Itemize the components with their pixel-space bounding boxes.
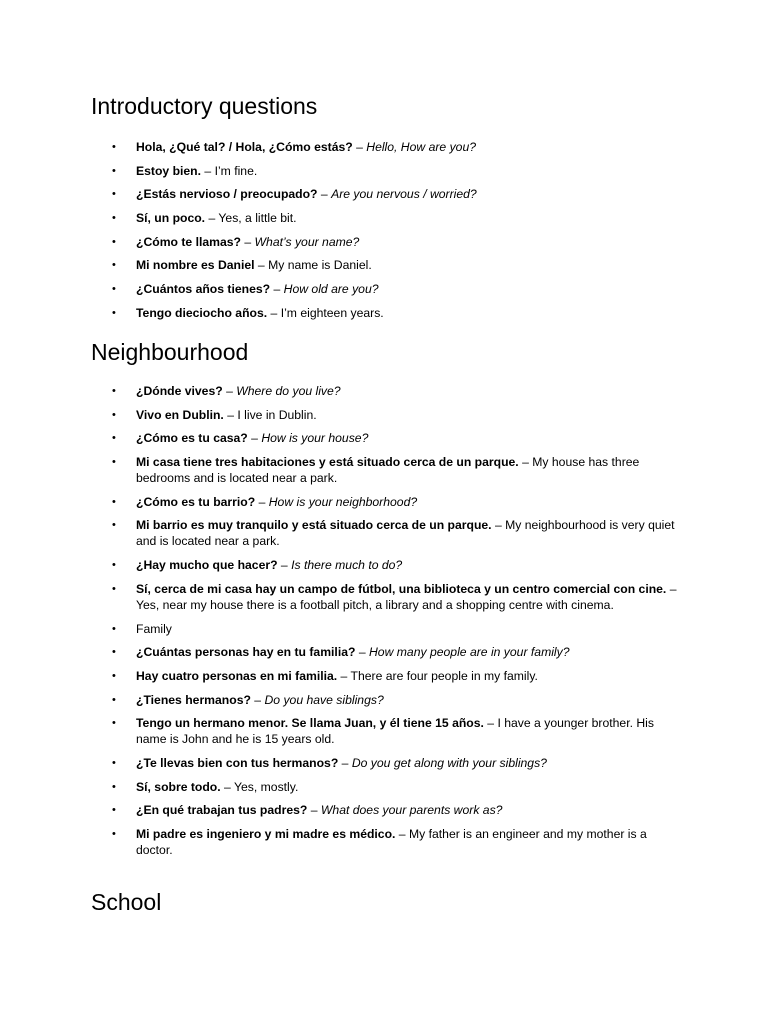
- dash-separator: –: [518, 455, 533, 470]
- dash-separator: –: [355, 645, 369, 660]
- list-item: [0, 281, 684, 297]
- bullet-icon: •: [112, 259, 116, 272]
- list-item: [0, 668, 684, 684]
- spanish-phrase: Tengo un hermano menor. Se llama Juan, y él tiene 15 años.: [136, 716, 484, 731]
- list-item: [0, 383, 684, 399]
- spanish-phrase: ¿Te llevas bien con tus hermanos?: [136, 755, 339, 770]
- dash-separator: –: [250, 692, 265, 707]
- bullet-icon: •: [112, 495, 116, 508]
- list-item: [0, 692, 684, 708]
- dash-separator: –: [338, 755, 352, 770]
- english-translation: Are you nervous / worried?: [331, 187, 477, 202]
- english-translation: My father is an engineer and my mother is a doctor.: [136, 827, 647, 857]
- spanish-phrase: Mi casa tiene tres habitaciones y está situado cerca de un parque.: [136, 455, 519, 470]
- dash-separator: –: [240, 234, 255, 249]
- dash-separator: –: [337, 668, 351, 683]
- english-translation: I live in Dublin.: [237, 407, 317, 422]
- spanish-phrase: Sí, un poco.: [136, 211, 206, 226]
- dash-separator: –: [270, 282, 284, 297]
- bullet-icon: •: [112, 582, 116, 595]
- english-translation: Family: [136, 621, 172, 636]
- spanish-phrase: Sí, sobre todo.: [136, 779, 221, 794]
- list-item: [0, 234, 684, 250]
- spanish-phrase: ¿Cómo es tu casa?: [136, 431, 248, 446]
- dash-separator: –: [317, 187, 332, 202]
- spanish-phrase: ¿Estás nervioso / preocupado?: [136, 187, 318, 202]
- list-item: [0, 305, 684, 321]
- english-translation: I’m eighteen years.: [280, 305, 384, 320]
- english-translation: Do you get along with your siblings?: [351, 755, 547, 770]
- list-item: [0, 454, 684, 486]
- dash-separator: –: [491, 518, 506, 533]
- spanish-phrase: ¿Cuántos años tienes?: [136, 282, 271, 297]
- bullet-icon: •: [112, 519, 116, 532]
- spanish-phrase: Estoy bien.: [136, 163, 202, 178]
- spanish-phrase: ¿Hay mucho que hacer?: [136, 558, 278, 573]
- bullet-icon: •: [112, 408, 116, 421]
- list-item: [0, 557, 684, 573]
- list-item: [0, 517, 684, 549]
- english-translation: I’m fine.: [214, 163, 258, 178]
- dash-separator: –: [223, 407, 238, 422]
- bullet-icon: •: [112, 306, 116, 319]
- spanish-phrase: ¿En qué trabajan tus padres?: [136, 803, 308, 818]
- english-translation: What does your parents work as?: [320, 803, 503, 818]
- english-translation: Yes, mostly.: [233, 779, 299, 794]
- english-translation: Where do you live?: [236, 384, 341, 398]
- dash-separator: –: [267, 305, 281, 320]
- list-item: [0, 186, 684, 202]
- english-translation: How is your house?: [261, 431, 369, 446]
- list-item: [0, 826, 684, 858]
- bullet-icon: •: [112, 432, 116, 445]
- english-translation: What’s your name?: [254, 234, 360, 249]
- bullet-icon: •: [112, 283, 116, 296]
- list-item: [0, 139, 684, 155]
- english-translation: My house has three bedrooms and is located near a park.: [136, 455, 640, 486]
- list-item: [0, 407, 684, 423]
- spanish-phrase: ¿Cómo te llamas?: [136, 234, 241, 249]
- spanish-phrase: Mi padre es ingeniero y mi madre es médico.: [136, 827, 396, 841]
- spanish-phrase: ¿Cómo es tu barrio?: [136, 494, 256, 509]
- list-item: [0, 644, 684, 660]
- list-item: [0, 755, 684, 771]
- spanish-phrase: Mi nombre es Daniel: [136, 258, 255, 273]
- dash-separator: –: [255, 494, 269, 509]
- bullet-icon: •: [112, 235, 116, 248]
- list-item: [0, 210, 684, 226]
- section-heading-neighbourhood: Neighbourhood: [91, 339, 249, 365]
- dash-separator: –: [201, 163, 215, 178]
- english-translation: Yes, near my house there is a football pitch, a library and a shopping centre with cinema.: [136, 597, 614, 612]
- bullet-icon: •: [112, 622, 116, 635]
- english-translation: Do you have siblings?: [264, 692, 384, 707]
- dash-separator: –: [352, 140, 367, 154]
- english-translation: How many people are in your family?: [369, 645, 570, 660]
- section-heading-school: School: [91, 889, 162, 915]
- spanish-phrase: Vivo en Dublin.: [136, 407, 224, 422]
- english-translation: My neighbourhood is very quiet and is located near a park.: [136, 518, 675, 549]
- spanish-phrase: ¿Dónde vives?: [136, 384, 223, 398]
- list-item: [0, 163, 684, 179]
- english-translation: There are four people in my family.: [350, 668, 538, 683]
- bullet-icon: •: [112, 141, 116, 153]
- list-item: [0, 257, 684, 273]
- list-item: [0, 430, 684, 446]
- dash-separator: –: [395, 827, 409, 841]
- list-item: [0, 779, 684, 795]
- dash-separator: –: [483, 716, 498, 731]
- list-item: [0, 494, 684, 510]
- bullet-icon: •: [112, 828, 116, 840]
- list-item: [0, 715, 684, 747]
- bullet-icon: •: [112, 188, 116, 201]
- spanish-phrase: Hola, ¿Qué tal? / Hola, ¿Cómo estás?: [136, 140, 353, 154]
- bullet-icon: •: [112, 646, 116, 659]
- bullet-icon: •: [112, 456, 116, 469]
- spanish-phrase: ¿Cuántas personas hay en tu familia?: [136, 645, 356, 660]
- bullet-icon: •: [112, 212, 116, 225]
- dash-separator: –: [247, 431, 262, 446]
- spanish-phrase: Sí, cerca de mi casa hay un campo de fútbol, una biblioteca y un centro comercial con cine.: [136, 581, 667, 596]
- dash-separator: –: [205, 211, 219, 226]
- english-translation: Is there much to do?: [291, 558, 403, 573]
- dash-separator: –: [222, 384, 237, 398]
- english-translation: My name is Daniel.: [268, 258, 372, 273]
- bullet-icon: •: [112, 717, 116, 730]
- dash-separator: –: [666, 581, 677, 596]
- section-heading-introductory-questions: Introductory questions: [91, 93, 318, 119]
- bullet-icon: •: [112, 693, 116, 706]
- english-translation: How old are you?: [283, 282, 379, 297]
- bullet-icon: •: [112, 804, 116, 817]
- english-translation: How is your neighborhood?: [268, 494, 418, 509]
- dash-separator: –: [277, 558, 292, 573]
- list-item: [0, 621, 684, 637]
- list-item: [0, 581, 684, 613]
- spanish-phrase: Mi barrio es muy tranquilo y está situado cerca de un parque.: [136, 518, 492, 533]
- spanish-phrase: Hay cuatro personas en mi familia.: [136, 668, 338, 683]
- bullet-icon: •: [112, 164, 116, 177]
- dash-separator: –: [254, 258, 269, 273]
- spanish-phrase: ¿Tienes hermanos?: [136, 692, 251, 707]
- neighbourhood-list: [0, 383, 768, 866]
- spanish-phrase: Tengo dieciocho años.: [136, 305, 268, 320]
- list-item: [0, 802, 684, 818]
- bullet-icon: •: [112, 385, 116, 397]
- introductory-questions-list: [0, 139, 768, 329]
- bullet-icon: •: [112, 669, 116, 682]
- english-translation: Yes, a little bit.: [218, 211, 297, 226]
- dash-separator: –: [220, 779, 234, 794]
- bullet-icon: •: [112, 756, 116, 769]
- english-translation: I have a younger brother. His name is John and he is 15 years old.: [136, 716, 654, 747]
- bullet-icon: •: [112, 780, 116, 793]
- bullet-icon: •: [112, 559, 116, 572]
- dash-separator: –: [307, 803, 321, 818]
- english-translation: Hello, How are you?: [366, 140, 477, 154]
